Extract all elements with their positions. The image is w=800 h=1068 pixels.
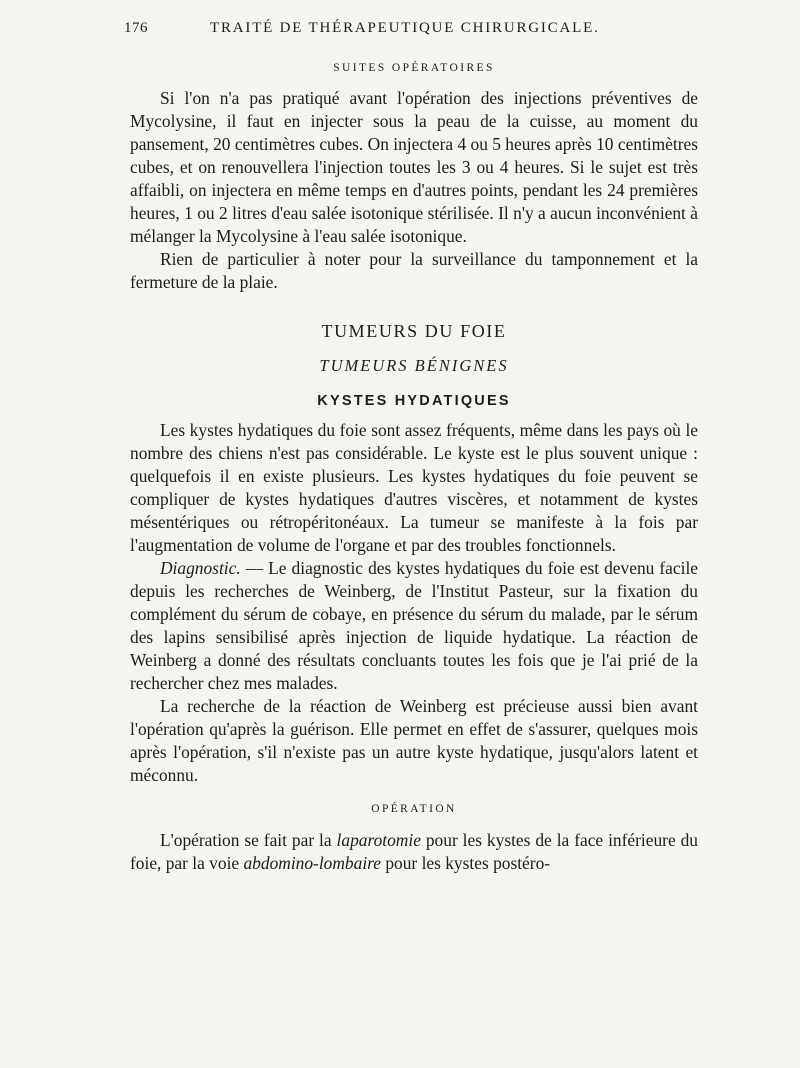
- paragraph-weinberg: La recherche de la réaction de Weinberg est précieuse aussi bien avant l'opération qu'après la guérison. Elle permet en effet de s'assurer, quelques mois après l'opération, s'il n'existe pas un autre kyste hydatique, jusqu'alors latent et méconnu.: [130, 696, 698, 785]
- heading-suites-operatoires: SUITES OPÉRATOIRES: [333, 62, 495, 74]
- operation-text-1: L'opération se fait par la: [160, 830, 337, 850]
- chapter-subtitle: TUMEURS BÉNIGNES: [319, 356, 509, 375]
- paragraph-diagnostic: [130, 557, 698, 695]
- paragraph-mycolysine: Si l'on n'a pas pratiqué avant l'opération des injections préventives de Mycolysine, il faut en injecter sous la peau de la cuisse, au moment du pansement, 20 centimètres cubes. On injectera 4 ou 5 heures après 10 centimètres cubes, et on renouvellera l'injection toutes les 3 ou 4 heures. Si le sujet est très affaibli, on injectera en même temps en d'autres points, pendant les 24 premières heures, 1 ou 2 litres d'eau salée isotonique stérilisée. Il n'y a aucun inconvénient à mélanger la Mycolysine à l'eau salée isotonique.: [130, 88, 698, 246]
- page-body: [130, 62, 698, 875]
- operation-italic-abdomino: abdomino-lombaire: [243, 853, 381, 873]
- paragraph-tamponnement: Rien de particulier à noter pour la surveillance du tamponnement et la fermeture de la plaie.: [130, 249, 698, 292]
- section-title-kystes: KYSTES HYDATIQUES: [317, 393, 511, 409]
- paragraph-kystes-intro: Les kystes hydatiques du foie sont assez fréquents, même dans les pays où le nombre des chiens n'est pas considérable. Le kyste est le plus souvent unique : quelquefois il en existe plusieurs. Les kystes hydatiques du foie peuvent se compliquer de kystes hydatiques d'autres viscères, et notamment de kystes mésentériques ou rétropéritonéaux. La tumeur se manifeste à la fois par l'augmentation de volume de l'organe et par des troubles fonctionnels.: [130, 420, 698, 555]
- operation-italic-laparotomie: laparotomie: [336, 830, 421, 850]
- operation-text-3: pour les kystes postéro-: [381, 853, 551, 873]
- page-number: 176: [124, 20, 148, 36]
- operation-text-2: pour les kystes de la face inférieure du foie, par la voie: [130, 830, 698, 873]
- running-head: [124, 20, 624, 37]
- heading-operation: OPÉRATION: [371, 803, 457, 815]
- chapter-title: TUMEURS DU FOIE: [321, 321, 507, 341]
- running-title: TRAITÉ DE THÉRAPEUTIQUE CHIRURGICALE.: [210, 20, 600, 36]
- diagnostic-label: Diagnostic.: [160, 558, 241, 578]
- diagnostic-text: — Le diagnostic des kystes hydatiques du foie est devenu facile depuis les recherches de Weinberg, de l'Institut Pasteur, sur la fixation du complément du sérum de cobaye, en présence du sérum du malade, par le sérum des lapins sensibilisé après injection de liquide hydatique. La réaction de Weinberg a donné des résultats concluants toutes les fois que je l'ai prié de la rechercher chez mes malades.: [130, 558, 698, 693]
- paragraph-operation: [130, 829, 698, 875]
